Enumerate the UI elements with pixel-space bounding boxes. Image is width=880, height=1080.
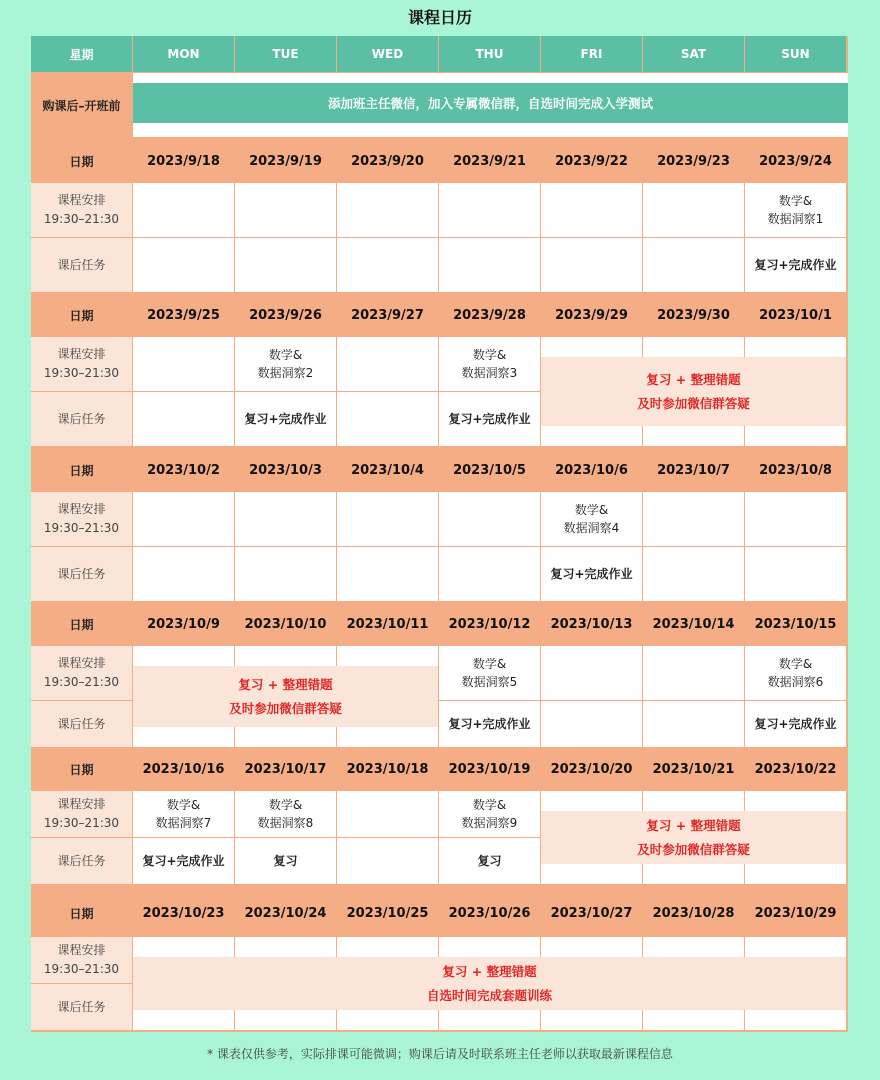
schedule-cell: 数学& 数据洞察3 — [439, 337, 540, 391]
pre-course-label: 购课后–开班前 — [31, 73, 132, 137]
task-cell — [235, 238, 336, 292]
date-cell: 2023/10/23 — [133, 890, 234, 936]
task-cell: 复习+完成作业 — [439, 392, 540, 446]
date-cell: 2023/9/19 — [235, 140, 336, 182]
schedule-row-label: 课程安排 19:30–21:30 — [31, 183, 132, 237]
task-cell: 复习+完成作业 — [541, 547, 642, 601]
task-cell — [643, 547, 744, 601]
task-cell — [541, 238, 642, 292]
task-cell — [337, 838, 438, 884]
date-cell: 2023/10/19 — [439, 748, 540, 790]
schedule-cell — [745, 492, 846, 546]
course-calendar-table — [31, 36, 848, 1032]
date-cell: 2023/10/8 — [745, 449, 846, 491]
task-cell — [541, 701, 642, 747]
schedule-cell — [337, 492, 438, 546]
date-cell: 2023/10/22 — [745, 748, 846, 790]
date-cell: 2023/10/14 — [643, 603, 744, 645]
weekday-header-thu: THU — [439, 36, 540, 72]
date-cell: 2023/10/9 — [133, 603, 234, 645]
task-row-label: 课后任务 — [31, 392, 132, 446]
date-row-label: 日期 — [31, 603, 132, 645]
task-cell — [439, 547, 540, 601]
schedule-cell: 数学& 数据洞察6 — [745, 646, 846, 700]
date-cell: 2023/10/5 — [439, 449, 540, 491]
footer-note: * 课表仅供参考，实际排课可能微调；购课后请及时联系班主任老师以获取最新课程信息 — [207, 1047, 673, 1061]
review-overlay-line2: 及时参加微信群答疑 — [637, 395, 750, 411]
schedule-cell: 数学& 数据洞察7 — [133, 791, 234, 837]
task-cell — [337, 238, 438, 292]
pre-course-note: 添加班主任微信，加入专属微信群，自选时间完成入学测试 — [133, 83, 848, 123]
schedule-cell — [541, 183, 642, 237]
date-cell: 2023/9/28 — [439, 294, 540, 336]
weekday-header-tue: TUE — [235, 36, 336, 72]
date-cell: 2023/9/26 — [235, 294, 336, 336]
task-cell — [337, 392, 438, 446]
review-overlay-line2: 自选时间完成套题训练 — [426, 987, 552, 1003]
date-cell: 2023/9/25 — [133, 294, 234, 336]
task-cell: 复习+完成作业 — [745, 701, 846, 747]
schedule-cell: 数学& 数据洞察8 — [235, 791, 336, 837]
date-cell: 2023/10/11 — [337, 603, 438, 645]
date-cell: 2023/10/15 — [745, 603, 846, 645]
schedule-cell — [643, 183, 744, 237]
task-cell — [643, 238, 744, 292]
task-row-label: 课后任务 — [31, 238, 132, 292]
weekday-header-fri: FRI — [541, 36, 642, 72]
task-row-label: 课后任务 — [31, 547, 132, 601]
schedule-cell — [643, 492, 744, 546]
schedule-cell: 数学& 数据洞察9 — [439, 791, 540, 837]
task-cell — [337, 547, 438, 601]
date-cell: 2023/10/18 — [337, 748, 438, 790]
date-cell: 2023/10/2 — [133, 449, 234, 491]
schedule-cell — [133, 337, 234, 391]
task-cell — [235, 547, 336, 601]
schedule-cell — [337, 337, 438, 391]
task-cell: 复习+完成作业 — [235, 392, 336, 446]
schedule-cell — [235, 183, 336, 237]
review-overlay — [541, 811, 846, 864]
schedule-row-label: 课程安排 19:30–21:30 — [31, 646, 132, 700]
schedule-cell: 数学& 数据洞察1 — [745, 183, 846, 237]
schedule-cell — [133, 183, 234, 237]
date-cell: 2023/10/20 — [541, 748, 642, 790]
schedule-row-label: 课程安排 19:30–21:30 — [31, 937, 132, 983]
weekday-header-sat: SAT — [643, 36, 744, 72]
review-overlay-line1: 复习 + 整理错题 — [442, 963, 537, 979]
task-row-label: 课后任务 — [31, 838, 132, 884]
date-cell: 2023/10/25 — [337, 890, 438, 936]
weekday-header-mon: MON — [133, 36, 234, 72]
schedule-cell — [337, 791, 438, 837]
date-cell: 2023/9/29 — [541, 294, 642, 336]
date-row-label: 日期 — [31, 748, 132, 790]
date-cell: 2023/10/10 — [235, 603, 336, 645]
date-cell: 2023/9/23 — [643, 140, 744, 182]
task-cell — [745, 547, 846, 601]
date-cell: 2023/9/22 — [541, 140, 642, 182]
schedule-cell: 数学& 数据洞察2 — [235, 337, 336, 391]
schedule-row-label: 课程安排 19:30–21:30 — [31, 791, 132, 837]
task-cell: 复习 — [439, 838, 540, 884]
date-row-label: 日期 — [31, 294, 132, 336]
date-cell: 2023/10/3 — [235, 449, 336, 491]
date-cell: 2023/9/20 — [337, 140, 438, 182]
weekday-header-wed: WED — [337, 36, 438, 72]
date-cell: 2023/9/18 — [133, 140, 234, 182]
schedule-row-label: 课程安排 19:30–21:30 — [31, 337, 132, 391]
schedule-cell — [541, 646, 642, 700]
schedule-row-label: 课程安排 19:30–21:30 — [31, 492, 132, 546]
review-overlay-line1: 复习 + 整理错题 — [238, 676, 333, 692]
task-cell — [439, 238, 540, 292]
schedule-cell — [235, 492, 336, 546]
review-overlay-line2: 及时参加微信群答疑 — [229, 700, 342, 716]
date-cell: 2023/10/28 — [643, 890, 744, 936]
date-cell: 2023/9/24 — [745, 140, 846, 182]
task-cell: 复习+完成作业 — [745, 238, 846, 292]
task-row-label: 课后任务 — [31, 984, 132, 1030]
date-cell: 2023/10/6 — [541, 449, 642, 491]
weekday-header-sun: SUN — [745, 36, 846, 72]
date-cell: 2023/10/4 — [337, 449, 438, 491]
review-overlay — [133, 666, 438, 727]
date-cell: 2023/10/24 — [235, 890, 336, 936]
date-cell: 2023/10/29 — [745, 890, 846, 936]
schedule-cell — [337, 183, 438, 237]
review-overlay — [133, 957, 846, 1010]
task-cell — [133, 547, 234, 601]
date-row-label: 日期 — [31, 140, 132, 182]
schedule-cell: 数学& 数据洞察5 — [439, 646, 540, 700]
page-title: 课程日历 — [407, 8, 472, 27]
weekday-header-corner: 星期 — [31, 36, 132, 72]
date-cell: 2023/10/16 — [133, 748, 234, 790]
date-cell: 2023/9/30 — [643, 294, 744, 336]
date-cell: 2023/9/27 — [337, 294, 438, 336]
review-overlay-line1: 复习 + 整理错题 — [646, 817, 741, 833]
task-cell: 复习+完成作业 — [439, 701, 540, 747]
date-row-label: 日期 — [31, 890, 132, 936]
task-cell — [643, 701, 744, 747]
date-cell: 2023/10/1 — [745, 294, 846, 336]
date-cell: 2023/10/17 — [235, 748, 336, 790]
task-row-label: 课后任务 — [31, 701, 132, 747]
schedule-cell — [643, 646, 744, 700]
review-overlay — [541, 357, 846, 426]
date-cell: 2023/10/27 — [541, 890, 642, 936]
date-cell: 2023/10/26 — [439, 890, 540, 936]
schedule-cell — [133, 492, 234, 546]
schedule-cell — [439, 183, 540, 237]
review-overlay-line1: 复习 + 整理错题 — [646, 371, 741, 387]
date-cell: 2023/10/13 — [541, 603, 642, 645]
date-row-label: 日期 — [31, 449, 132, 491]
task-cell — [133, 392, 234, 446]
date-cell: 2023/10/7 — [643, 449, 744, 491]
task-cell: 复习+完成作业 — [133, 838, 234, 884]
schedule-cell — [439, 492, 540, 546]
task-cell — [133, 238, 234, 292]
date-cell: 2023/10/12 — [439, 603, 540, 645]
schedule-cell: 数学& 数据洞察4 — [541, 492, 642, 546]
date-cell: 2023/9/21 — [439, 140, 540, 182]
review-overlay-line2: 及时参加微信群答疑 — [637, 841, 750, 857]
task-cell: 复习 — [235, 838, 336, 884]
date-cell: 2023/10/21 — [643, 748, 744, 790]
